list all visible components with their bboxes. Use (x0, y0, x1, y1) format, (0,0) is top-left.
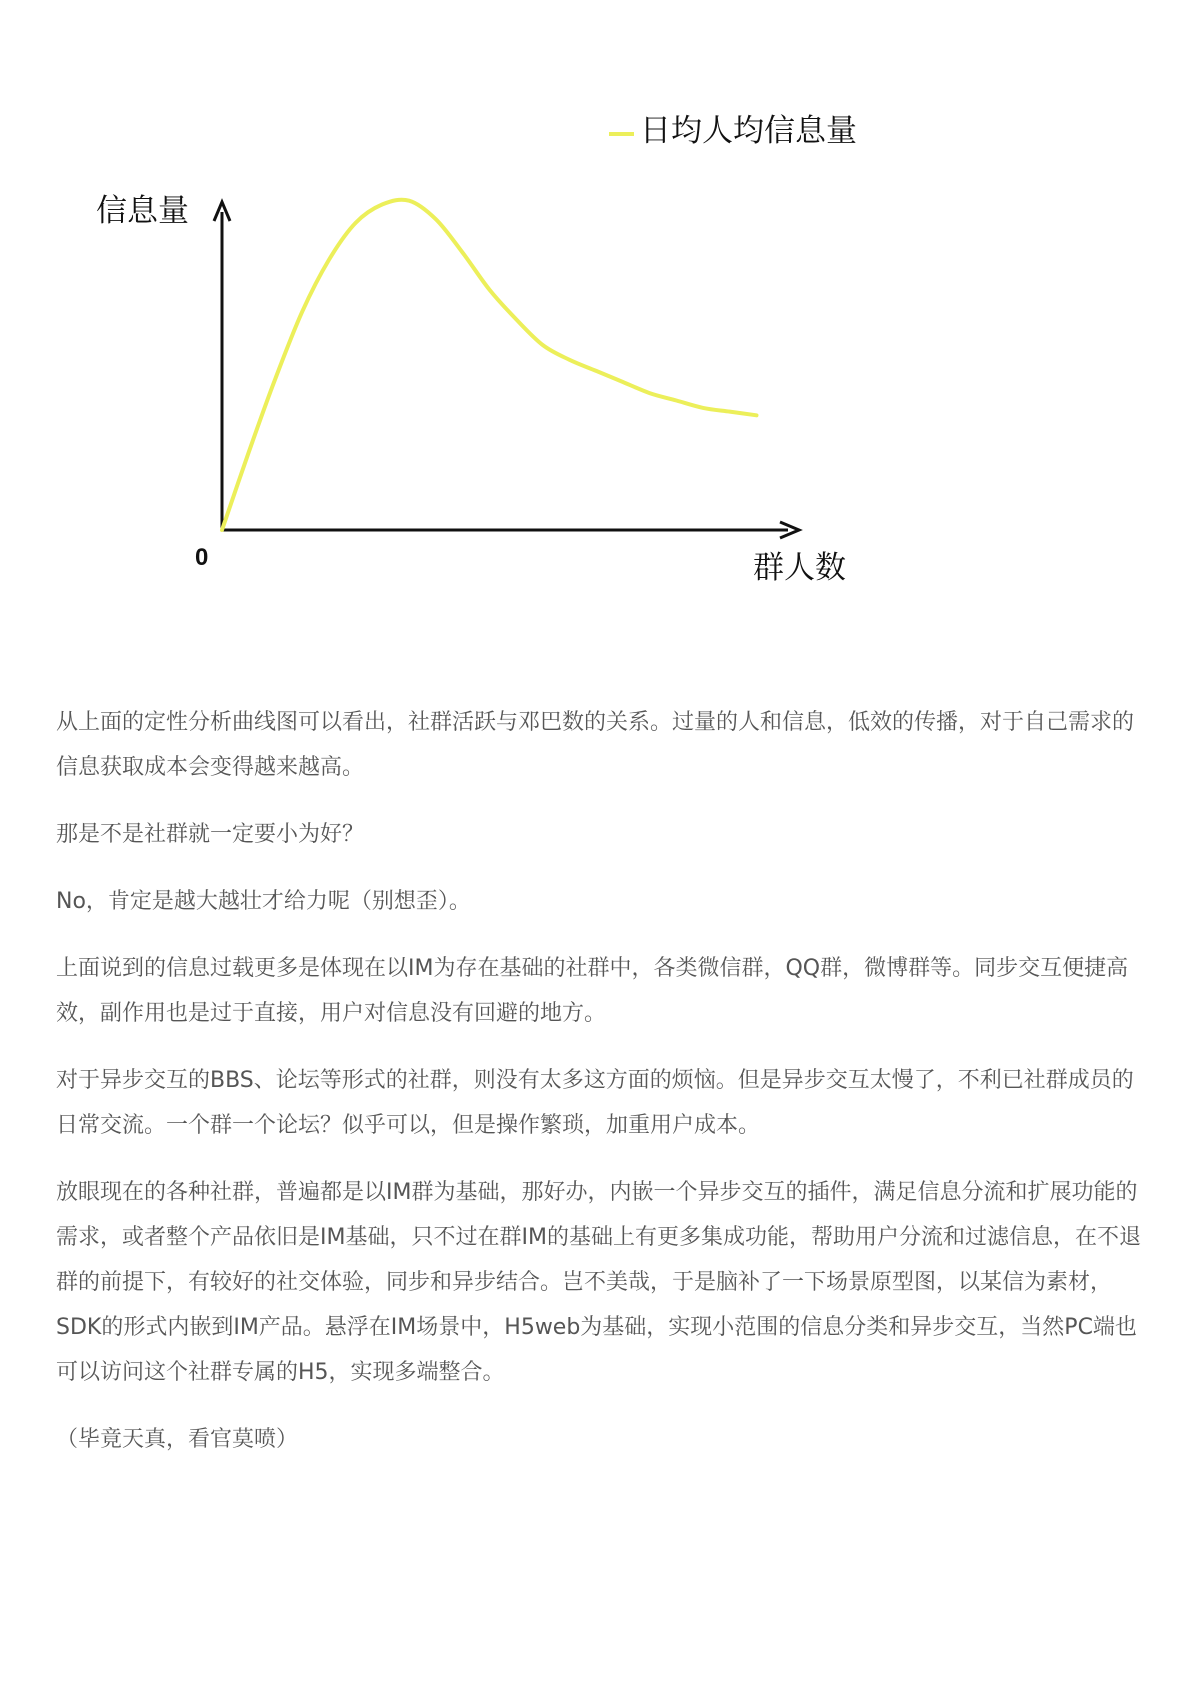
legend-label: 日均人均信息量 (640, 113, 857, 149)
series-line-daily-info-per-person (222, 200, 757, 530)
paragraph-6: 放眼现在的各种社群，普遍都是以IM群为基础，那好办，内嵌一个异步交互的插件，满足信息分流和扩展功能的需求，或者整个产品依旧是IM基础，只不过在群IM的基础上有更多集成功能，帮助用户分流和过滤信息，在不退群的前提下，有较好的社交体验，同步和异步结合。岂不美哉，于是脑补了一下场景原型图，以某信为素材，SDK的形式内嵌到IM产品。悬浮在IM场景中，H5web为基础，实现小范围的信息分类和异步交互，当然PC端也可以访问这个社群专属的H5，实现多端整合。 (56, 1180, 1141, 1385)
x-axis-label: 群人数 (753, 550, 846, 586)
line-chart (0, 0, 1200, 680)
paragraph-3: No，肯定是越大越壮才给力呢（别想歪）。 (56, 889, 471, 914)
paragraph-1: 从上面的定性分析曲线图可以看出，社群活跃与邓巴数的关系。过量的人和信息，低效的传播，对于自己需求的信息获取成本会变得越来越高。 (56, 710, 1135, 780)
article-body (56, 700, 1146, 1484)
paragraph-5: 对于异步交互的BBS、论坛等形式的社群，则没有太多这方面的烦恼。但是异步交互太慢了，不利已社群成员的日常交流。一个群一个论坛？似乎可以，但是操作繁琐，加重用户成本。 (56, 1068, 1134, 1138)
chart-figure (0, 0, 1200, 680)
paragraph-4: 上面说到的信息过载更多是体现在以IM为存在基础的社群中，各类微信群，QQ群，微博群等。同步交互便捷高效，副作用也是过于直接，用户对信息没有回避的地方。 (56, 956, 1129, 1026)
y-axis-label: 信息量 (96, 193, 189, 229)
origin-label: 0 (195, 544, 209, 571)
paragraph-7: （毕竟天真，看官莫喷） (56, 1427, 299, 1452)
paragraph-2: 那是不是社群就一定要小为好？ (56, 822, 365, 847)
